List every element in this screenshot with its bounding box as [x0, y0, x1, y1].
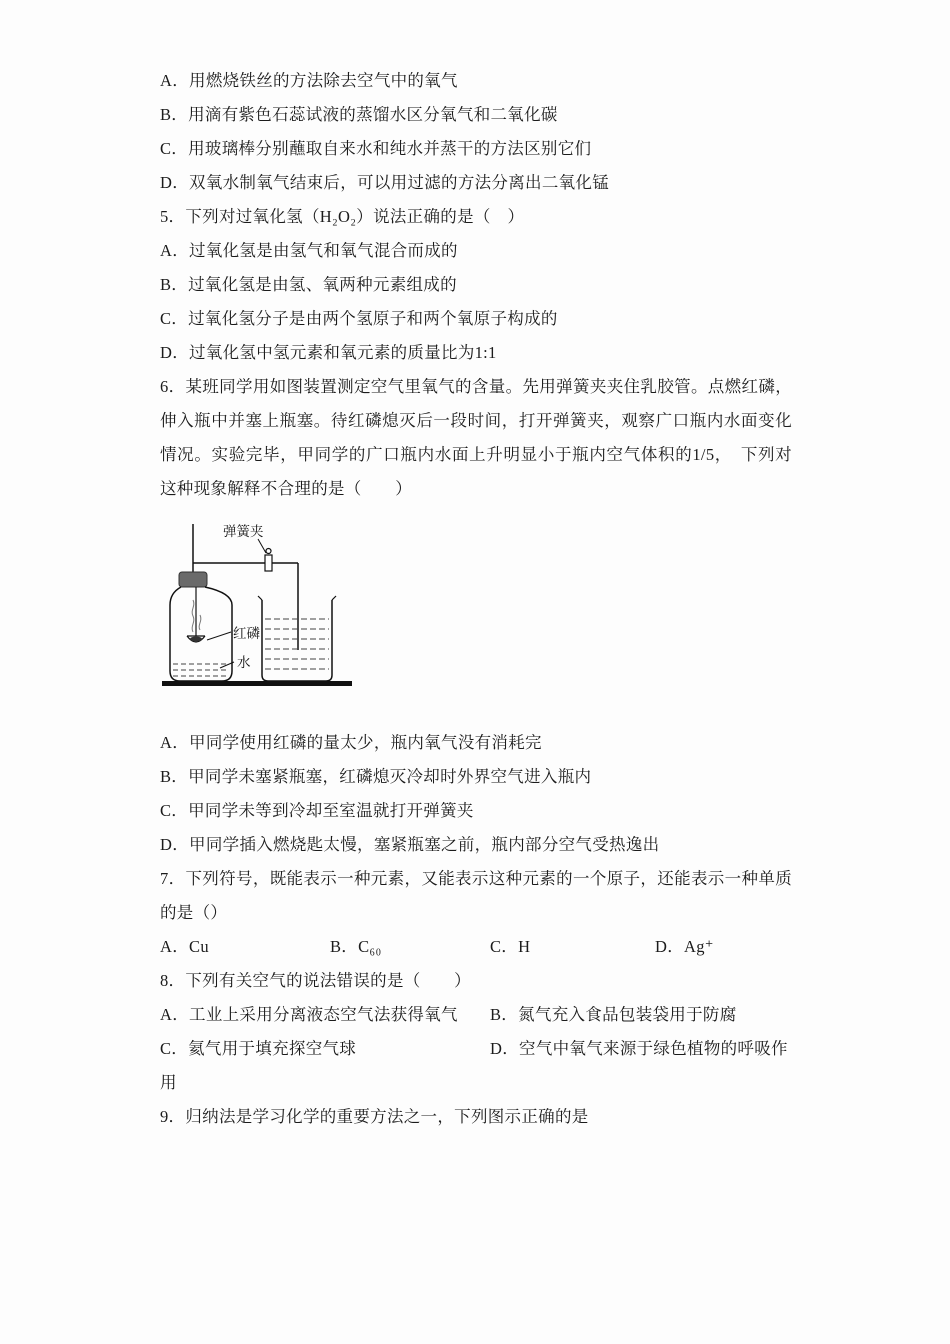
options-row	[160, 998, 792, 1032]
option-line: B．用滴有紫色石蕊试液的蒸馏水区分氧气和二氧化碳	[160, 105, 558, 124]
option-line: D．双氧水制氧气结束后，可以用过滤的方法分离出二氧化锰	[160, 173, 610, 192]
option-line: B．甲同学未塞紧瓶塞，红磷熄灭冷却时外界空气进入瓶内	[160, 767, 592, 786]
options-row	[160, 1032, 792, 1066]
option-wrap-text: 用	[160, 1073, 177, 1092]
beaker	[258, 596, 336, 681]
spring-clamp-icon	[258, 539, 272, 571]
ground-line	[162, 681, 352, 686]
apparatus-diagram	[162, 522, 792, 694]
option-inline: B．C₆₀	[330, 937, 382, 956]
options-row	[160, 930, 792, 964]
option-line: C．过氧化氢分子是由两个氢原子和两个氧原子构成的	[160, 309, 558, 328]
question-stem: 9．归纳法是学习化学的重要方法之一，下列图示正确的是	[160, 1107, 589, 1126]
option-inline: D．Ag⁺	[655, 937, 714, 956]
option-line: A．过氧化氢是由氢气和氧气混合而成的	[160, 241, 458, 260]
option-line: C．用玻璃棒分别蘸取自来水和纯水并蒸干的方法区别它们	[160, 139, 592, 158]
leader-line	[207, 632, 231, 640]
option-inline: A．Cu	[160, 937, 209, 956]
water-label: 水	[237, 655, 251, 670]
question-stem: 8．下列有关空气的说法错误的是（ ）	[160, 971, 471, 990]
option-inline: D．空气中氧气来源于绿色植物的呼吸作	[490, 1039, 788, 1058]
question-stem: 6．某班同学用如图装置测定空气里氧气的含量。先用弹簧夹夹住乳胶管。点燃红磷，伸入瓶中并塞上瓶塞。待红磷熄灭后一段时间，打开弹簧夹，观察广口瓶内水面变化情况。实验完毕，甲同学的广口瓶内水面上升明显小于瓶内空气体积的1/5， 下列对这种现象解释不合理的是（ ）	[160, 377, 792, 498]
option-inline: C．氦气用于填充探空气球	[160, 1039, 357, 1058]
option-line: A．甲同学使用红磷的量太少，瓶内氧气没有消耗完	[160, 733, 542, 752]
question-stem: 7．下列符号，既能表示一种元素，又能表示这种元素的一个原子，还能表示一种单质的是（）	[160, 869, 792, 922]
clamp-label: 弹簧夹	[223, 524, 264, 539]
red-phosphorus-label: 红磷	[233, 626, 260, 641]
option-line: D．甲同学插入燃烧匙太慢，塞紧瓶塞之前，瓶内部分空气受热逸出	[160, 835, 660, 854]
option-inline: C．H	[490, 937, 531, 956]
option-inline: B．氮气充入食品包装袋用于防腐	[490, 1005, 737, 1024]
burning-spoon	[187, 587, 205, 642]
option-line: D．过氧化氢中氢元素和氧元素的质量比为1:1	[160, 343, 497, 362]
option-inline: A．工业上采用分离液态空气法获得氧气	[160, 1005, 458, 1024]
option-line: B．过氧化氢是由氢、氧两种元素组成的	[160, 275, 457, 294]
question-stem: 5．下列对过氧化氢（H₂O₂）说法正确的是（ ）	[160, 207, 525, 226]
option-line: A．用燃烧铁丝的方法除去空气中的氧气	[160, 71, 458, 90]
stopper	[179, 572, 207, 587]
option-line: C．甲同学未等到冷却至室温就打开弹簧夹	[160, 801, 474, 820]
